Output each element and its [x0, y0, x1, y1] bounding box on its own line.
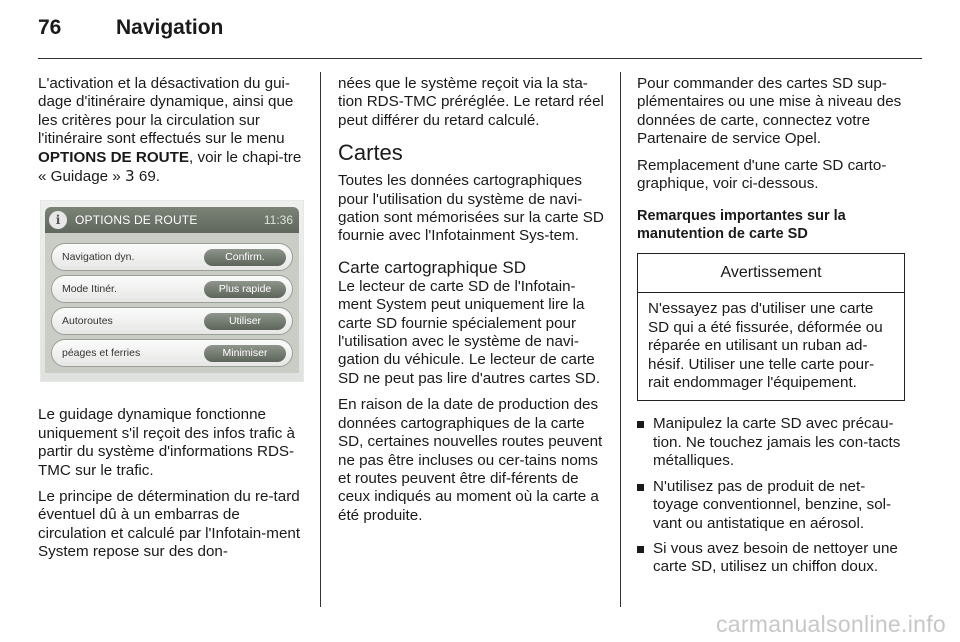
option-value-button[interactable]: Confirm. — [204, 249, 286, 266]
warning-title: Avertissement — [638, 254, 904, 293]
bullet-square-icon — [637, 484, 644, 491]
intro-paragraph — [38, 75, 306, 186]
option-label: Navigation dyn. — [62, 251, 135, 264]
delay-principle-paragraph: Le principe de détermination du re-tard éventuel dû à un embarras de circulation et calculé par l'Infotain-ment System repose sur des don- — [38, 488, 301, 561]
options-de-route-screenshot — [40, 200, 304, 382]
section-title: Navigation — [116, 16, 224, 39]
column-divider-2 — [620, 72, 621, 607]
column-2 — [338, 75, 606, 533]
intro-text-2: , voir le chapi-tre « Guidage » — [38, 148, 302, 186]
cartes-heading: Cartes — [338, 140, 403, 166]
screen-title: OPTIONS DE ROUTE — [75, 213, 198, 228]
intro-text: L'activation et la désactivation du gui-dage d'itinéraire dynamique, ainsi que les critères pour la circulation sur l'itinéraire sont effectués sur le menu — [38, 75, 294, 148]
option-value-button[interactable]: Plus rapide — [204, 281, 286, 298]
order-cards-paragraph: Pour commander des cartes SD sup-plémentaires ou une mise à niveau des données de carte, connectez votre Partenaire de service Opel. — [637, 75, 902, 148]
sd-reader-paragraph: Le lecteur de carte SD de l'Infotain-ment System peut uniquement lire la carte SD fournie spécialement pour l'utilisation avec le système de navi-gation du véhicule. Le lecteur de carte SD ne peut pas lire d'autres cartes SD. — [338, 277, 601, 387]
page-ref-icon: 3 — [124, 167, 135, 186]
option-value-button[interactable]: Utiliser — [204, 313, 286, 330]
info-icon: i — [49, 211, 67, 229]
page-ref[interactable]: 69. — [134, 168, 160, 186]
screen-body — [45, 233, 299, 373]
option-value-button[interactable]: Minimiser — [204, 345, 286, 362]
column-divider-1 — [320, 72, 321, 607]
continued-paragraph: nées que le système reçoit via la sta-tion RDS-TMC préréglée. Le retard réel peut différer du retard calculé. — [338, 75, 604, 129]
option-label: péages et ferries — [62, 347, 141, 360]
option-row-autoroutes[interactable] — [51, 307, 293, 335]
cartes-paragraph: Toutes les données cartographiques pour l'utilisation du système de navi-gation sont mémorisées sur la carte SD fournie avec l'Infotainment Sys-tem. — [338, 172, 604, 245]
option-row-peages-ferries[interactable] — [51, 339, 293, 367]
option-row-navigation-dyn[interactable] — [51, 243, 293, 271]
page-header — [38, 16, 223, 50]
header-rule — [38, 58, 922, 59]
bullet-text: Manipulez la carte SD avec précau-tion. Ne touchez jamais les con-tacts métalliques. — [653, 415, 901, 470]
warning-box — [637, 253, 905, 401]
dynamic-guidance-paragraph: Le guidage dynamique fonctionne uniquement s'il reçoit des infos trafic à partir du système d'informations RDS-TMC sur le trafic. — [38, 406, 295, 479]
warning-text: N'essayez pas d'utiliser une carte SD qui a été fissurée, déformée ou réparée en utilisant un ruban ad-hésif. Utiliser une telle carte pour-rait endommager l'équipement. — [648, 300, 883, 392]
list-item — [637, 478, 905, 533]
column-1 — [38, 75, 306, 570]
sd-card-subheading: Carte cartographique SD — [338, 257, 527, 277]
bullet-text: Si vous avez besoin de nettoyer une carte SD, utilisez un chiffon doux. — [653, 539, 898, 576]
production-date-paragraph: En raison de la date de production des données cartographiques de la carte SD, certaines nouvelles routes peuvent ne pas être incluses ou cer-tains noms et routes peuvent être dif-férents de ceux indiqués au moment où la carte a été produite. — [338, 396, 603, 524]
menu-name: OPTIONS DE ROUTE — [38, 148, 190, 166]
option-label: Autoroutes — [62, 315, 113, 328]
list-item — [637, 415, 905, 470]
watermark: carmanualsonline.info — [715, 611, 946, 637]
screen-title-bar — [45, 207, 299, 233]
handling-heading: Remarques importantes sur la manutention de carte SD — [637, 208, 846, 243]
option-row-mode-itiner[interactable] — [51, 275, 293, 303]
column-3 — [637, 75, 905, 584]
screen-clock: 11:36 — [263, 213, 293, 228]
list-item — [637, 540, 905, 577]
bullet-square-icon — [637, 421, 644, 428]
page-number: 76 — [38, 16, 62, 39]
replacement-paragraph: Remplacement d'une carte SD carto-graphique, voir ci-dessous. — [637, 156, 887, 193]
option-label: Mode Itinér. — [62, 283, 117, 296]
bullet-square-icon — [637, 546, 644, 553]
bullet-text: N'utilisez pas de produit de net-toyage conventionnel, benzine, sol-vant ou antistatique en aérosol. — [653, 477, 892, 532]
handling-bullet-list — [637, 415, 905, 576]
